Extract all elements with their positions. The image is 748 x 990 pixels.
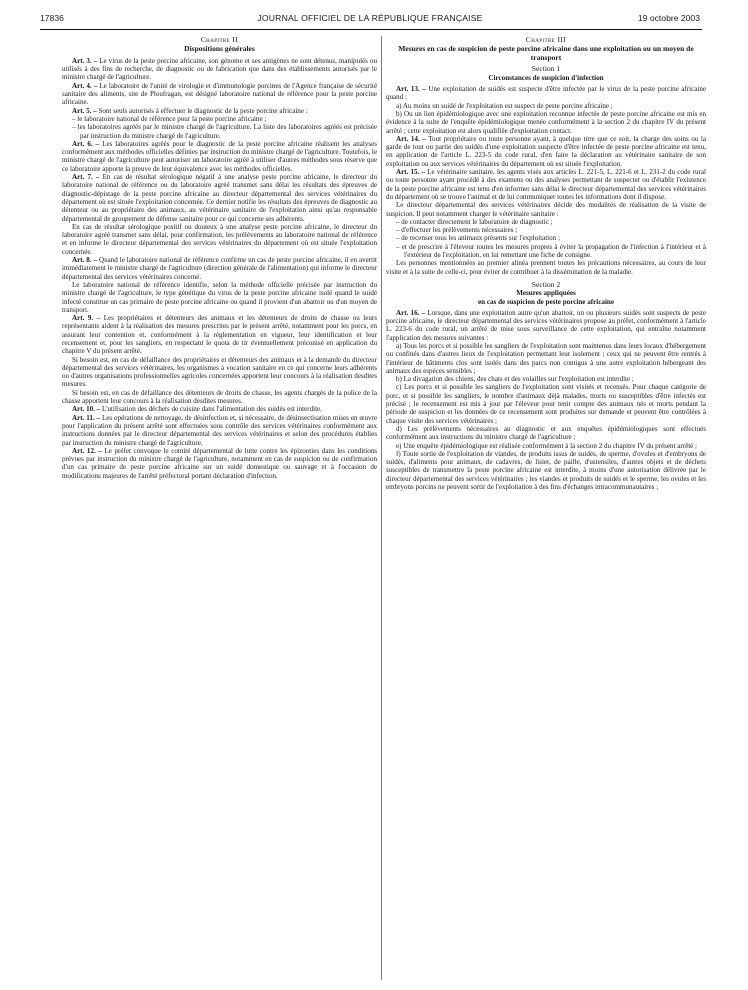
paragraph-text: f) Toute sortie de l'exploitation de viandes, de produits issus de suidés, de sperme, d'ovules et d'embryons de suidés, d'aliments pour animaux, de cadavres, de lisier, de paille, d'ustensiles, d'autres objets et de déchets susceptibles de transmettre la peste porcine africaine est interdite, à moins d'une autorisation délivrée par le directeur départemental des services vétérinaires ; les viandes et produits de suidés et le sperme, les ovules et les embryons porcins ne peuvent sortir de l'exploitation à des fins d'échanges intracommunautaires ; [386, 449, 706, 492]
paragraph-text: Tout propriétaire ou toute personne ayant, à quelque titre que ce soit, la charge des soins ou la garde de tout ou partie des suidés d'une exploitation suspecte d'être infectée de peste porcine africaine est tenu, en application de l'article L. 223-5 du code rural, d'en faire la déclaration au vétérinaire sanitaire de son exploitation ou aux services vétérinaires du département où est située l'exploitation. [386, 134, 706, 168]
column-separator [381, 36, 382, 980]
chapter-title: Mesures en cas de suspicion de peste porcine africaine dans une exploitation ou un moyen de transport [398, 44, 694, 62]
section-title-line-1: Mesures appliquées [516, 289, 576, 298]
paragraph-text: Lorsque, dans une exploitation autre qu'un abattoir, un ou plusieurs suidés sont suspects de peste porcine africaine, le directeur départemental des services vétérinaires propose au préfet, conformément à l'article L. 223-6 du code rural, un arrêté de mise sous surveillance de cette exploitation, qui entraîne notamment l'application des mesures suivantes : [386, 308, 707, 342]
left-column [62, 36, 377, 480]
article-paragraph [62, 82, 377, 107]
article-paragraph [62, 140, 377, 173]
article-number: Art. 10. – [72, 405, 101, 414]
paragraph-text: En cas de résultat sérologique positif ou douteux à une analyse peste porcine africaine, le directeur du laboratoire agréé transmet sans délai, pour confirmation, les prélèvements au laboratoire national de référence et en informe le directeur départemental des services vétérinaires du département où est située l'exploitation concernée. [62, 222, 377, 256]
paragraph-text: e) Une enquête épidémiologique est réalisée conformément à la section 2 du chapitre IV du présent arrêté ; [396, 441, 698, 450]
article-number: Art. 7. – [72, 173, 100, 182]
paragraph-text: Le laboratoire de l'unité de virologie et d'immunologie porcines de l'Agence française de sécurité sanitaire des aliments, site de Ploufragan, est désigné laboratoire national de référence pour la peste porcine africaine. [62, 81, 377, 107]
list-item: – les laboratoires agréés par le ministre chargé de l'agriculture. La liste des laboratoires agréés est précisée par instruction du ministre chargé de l'agriculture. [62, 123, 377, 140]
paragraph-text: Le laboratoire national de référence identifie, selon la méthode officielle précisée par instruction du ministre chargé de l'agriculture, le type génétique du virus de la peste porcine africaine isolé quand le suidé infecté constitue un cas primaire de peste porcine africaine ou quand il provient d'un abattoir ou d'un moyen de transport. [62, 280, 377, 314]
paragraph [62, 281, 377, 314]
paragraph-text: d) Les prélèvements nécessaires au diagnostic et aux enquêtes épidémiologiques sont effectués conformément aux instructions du ministre chargé de l'agriculture ; [386, 424, 706, 442]
section-title: Circonstances de suspicion d'infection [488, 73, 604, 82]
right-column [386, 36, 706, 491]
chapter-heading: Chapitre III [525, 35, 567, 44]
paragraph-text: Si besoin est, en cas de défaillance des propriétaires et détenteurs des animaux et à la demande du directeur départemental des services vétérinaires, les organismes à vocation sanitaire en ce qui concerne leurs adhérents ou d'autres organisations professionnelles agricoles concernées apportent leur concours à la réalisation desdites mesures. [62, 355, 377, 389]
section-heading: Section 1 [531, 64, 561, 74]
article-number: Art. 3. – [72, 56, 98, 65]
paragraph [386, 450, 706, 491]
article-number: Art. 15. – [396, 168, 426, 177]
publication-date: 19 octobre 2003 [637, 13, 700, 23]
list-item: – et de prescrire à l'éleveur toutes les mesures propres à éviter la propagation de l'infection à l'intérieur et à l'extérieur de l'exploitation, en lui remettant une fiche de consigne. [386, 243, 706, 260]
paragraph [62, 389, 377, 406]
article-paragraph [62, 256, 377, 281]
article-number: Art. 13. – [396, 85, 426, 94]
paragraph [386, 442, 706, 450]
paragraph-text: Si besoin est, en cas de défaillance des détenteurs de droits de chasse, les agents chargés de la police de la chasse apportent leur concours à la réalisation desdites mesures. [62, 388, 377, 406]
page-header [40, 13, 700, 27]
article-number: Art. 14. – [396, 134, 426, 143]
article-number: Art. 12. – [72, 446, 102, 455]
paragraph [386, 383, 706, 424]
article-number: Art. 9. – [72, 314, 101, 323]
paragraph-text: Le préfet convoque le comité départemental de lutte contre les épizooties dans les conditions prévues par instruction du ministre chargé de l'agriculture, notamment en cas de suspicion ou de confirmation d'un cas primaire de peste porcine africaine sur un suidé domestique ou sauvage et à l'occasion de modifications majeures de l'arrêté préfectoral portant déclaration d'infection. [62, 446, 377, 480]
paragraph-text: Le virus de la peste porcine africaine, son génome et ses antigènes ne sont détenus, manipulés ou utilisés à des fins de recherche, de diagnostic ou de fabrication que dans des établissements autorisés par le ministre chargé de l'agriculture. [62, 56, 377, 82]
paragraph-text: Les laboratoires agréés pour le diagnostic de la peste porcine africaine réalisent les analyses conformément aux méthodes officielles définies par instruction du ministre chargé de l'agriculture. Toutefois, le ministre chargé de l'agriculture peut autoriser un laboratoire agréé à utiliser d'autres méthodes sous réserve que ce laboratoire apporte la preuve de leur équivalence avec les méthodes officielles. [62, 139, 377, 173]
paragraph-text: Une exploitation de suidés est suspecte d'être infectée par le virus de la peste porcine africaine quand : [386, 85, 707, 102]
section-title-line-2: en cas de suspicion de peste porcine africaine [477, 297, 615, 306]
paragraph-text: a) Au moins un suidé de l'exploitation est suspect de peste porcine africaine ; [396, 101, 613, 110]
paragraph [386, 102, 706, 110]
article-paragraph [62, 57, 377, 82]
article-number: Art. 11. – [72, 413, 101, 422]
list-item: – le laboratoire national de référence pour la peste porcine africaine ; [62, 115, 377, 123]
paragraph-text: En cas de résultat sérologique négatif à une analyse peste porcine africaine, le directeur du laboratoire national de référence ou du laboratoire agréé transmet sans délai les résultats des épreuves de diagnostic-dépistage de la peste porcine africaine au directeur départemental des services vétérinaires du département où est située l'exploitation concernée. Ce dernier notifie les résultats des épreuves de diagnostic au détenteur ou au propriétaire des animaux, au vétérinaire sanitaire de l'exploitation ainsi qu'au responsable départemental de groupement de défense sanitaire pour ce qui concerne ses adhérents. [62, 173, 377, 223]
chapter-heading: Chapitre II [200, 35, 239, 44]
article-paragraph [62, 414, 377, 447]
paragraph [386, 110, 706, 135]
article-paragraph [386, 168, 706, 201]
article-paragraph [62, 405, 377, 413]
right-articles-section-2 [386, 309, 706, 492]
article-number: Art. 8. – [72, 256, 98, 265]
paragraph-text: b) Ou un lien épidémiologique avec une exploitation reconnue infectée de peste porcine africaine est mis en évidence à la suite de l'enquête épidémiologique menée conformément à la section 2 du chapitre IV du présent arrêté ; cette exploitation est alors qualifiée d'exploitation contact. [386, 109, 706, 135]
paragraph-text: a) Tous les porcs et si possible les sangliers de l'exploitation sont maintenus dans leurs locaux d'hébergement ou confinés dans d'autres lieux de l'exploitation permettant leur isolement ; ceux qui ne peuvent être rentrés à l'intérieur de bâtiments clos sont isolés dans des parcs non contigus à une autre exploitation hébergeant des animaux des espèces sensibles ; [386, 341, 706, 375]
paragraph-text: Le directeur départemental des services vétérinaires décide des modalités de réalisation de la visite de suspicion. Il peut notamment charger le vétérinaire sanitaire : [386, 201, 706, 218]
paragraph [386, 375, 706, 383]
article-paragraph [62, 107, 377, 115]
article-paragraph [386, 135, 706, 168]
paragraph-text: Les personnes mentionnées au premier alinéa prennent toutes les précautions nécessaires, au cours de leur visite et à la suite de celle-ci, pour éviter de contribuer à la dissémination de la maladie. [386, 259, 706, 276]
paragraph [386, 201, 706, 218]
article-number: Art. 5. – [72, 106, 97, 115]
article-paragraph [386, 85, 706, 102]
chapter-title: Dispositions générales [184, 44, 255, 54]
paragraph-text: Quand le laboratoire national de référence confirme un cas de peste porcine africaine, il en avertit immédiatement le ministre chargé de l'agriculture (direction générale de l'alimentation) qui informe le directeur départemental des services vétérinaires concerné. [62, 256, 377, 281]
journal-title: JOURNAL OFFICIEL DE LA RÉPUBLIQUE FRANÇAISE [257, 13, 483, 23]
paragraph [62, 223, 377, 256]
paragraph-text: c) Les porcs et si possible les sangliers de l'exploitation sont visités et recensés. Pour chaque catégorie de porc, et si possible les sangliers, le nombre d'animaux déjà malades, morts ou susceptibles d'être infectés est précisé ; le recensement est mis à jour par l'éleveur pour tenir compte des animaux nés et morts pendant la période de suspicion et les données de ce recensement sont produites sur demande et peuvent être contrôlées à chaque visite des services vétérinaires ; [386, 383, 706, 425]
list-item: – de contacter directement le laboratoire de diagnostic ; [386, 218, 706, 226]
header-rule [40, 29, 702, 30]
paragraph-text: Le vétérinaire sanitaire, les agents visés aux articles L. 221-5, L. 221-6 et L. 231-2 du code rural ou toute personne ayant procédé à des examens ou des analyses permettant de suspecter ou d'établir l'existence de la peste porcine africaine est tenu d'en informer sans délai le directeur départemental des services vétérinaires du département où se trouve l'animal et de lui communiquer toutes les informations dont il dispose. [386, 168, 706, 201]
paragraph [386, 342, 706, 375]
article-paragraph [62, 447, 377, 480]
paragraph-text: Sont seuls autorisés à effectuer le diagnostic de la peste porcine africaine : [98, 106, 308, 115]
right-articles-section-1 [386, 85, 706, 276]
paragraph-text: Les opérations de nettoyage, de désinfection et, si nécessaire, de désinsectisation mises en œuvre pour l'application du présent arrêté sont effectuées sous contrôle des services vétérinaires conformément aux instructions données par le directeur départemental des services vétérinaires et selon des procédures établies par instruction du ministre chargé de l'agriculture. [62, 413, 377, 447]
left-articles [62, 57, 377, 480]
list-item: – d'effectuer les prélèvements nécessaires ; [386, 226, 706, 234]
paragraph [386, 425, 706, 442]
section-heading: Section 2 [531, 279, 561, 289]
paragraph-text: L'utilisation des déchets de cuisine dans l'alimentation des suidés est interdite. [101, 405, 322, 414]
article-number: Art. 16. – [396, 308, 426, 317]
page-number: 17836 [40, 13, 64, 23]
article-number: Art. 4. – [72, 81, 98, 90]
article-number: Art. 6. – [72, 139, 100, 148]
article-paragraph [386, 309, 706, 342]
paragraph [62, 356, 377, 389]
paragraph-text: Les propriétaires et détenteurs des animaux et les détenteurs de droits de chasse ou leurs représentants aident à la réalisation des mesures prescrites par le présent arrêté, notamment pour les porcs, en assurant leur contention et, conformément à la réglementation en vigueur, leur identification et leur recensement et, pour les sangliers, en respectant le quota de tir éventuellement préconisé en application du chapitre V du présent arrêté. [62, 314, 377, 356]
article-paragraph [62, 314, 377, 355]
list-item: – de recenser tous les animaux présents sur l'exploitation ; [386, 234, 706, 242]
paragraph [386, 259, 706, 276]
paragraph-text: b) La divagation des chiens, des chats et des volailles sur l'exploitation est interdite ; [396, 375, 634, 384]
article-paragraph [62, 173, 377, 223]
